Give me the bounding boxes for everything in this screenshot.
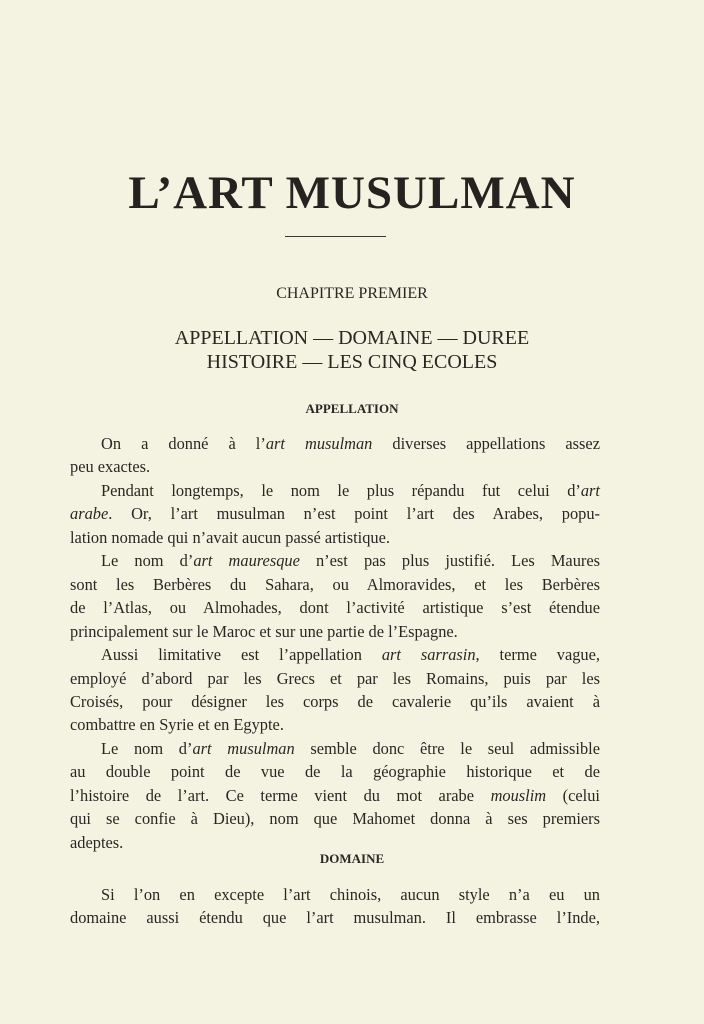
italic-term: art mauresque: [193, 551, 300, 571]
text-run: Le nom d’: [101, 551, 194, 571]
text-line: [70, 598, 600, 618]
text-line: [70, 575, 600, 595]
text-run: , terme vague,: [475, 645, 601, 665]
text-line: [70, 504, 600, 524]
text-line: [101, 645, 600, 665]
section-title-domaine: DOMAINE: [319, 851, 385, 866]
text-run: (celui: [546, 785, 600, 805]
text-line: [70, 762, 600, 782]
text-run: employé d’abord par les Grecs et par les Romains, puis par les: [70, 668, 600, 688]
text-run: peu exactes.: [70, 457, 151, 477]
text-run: combattre en Syrie et en Egypte.: [70, 715, 284, 735]
text-line: [70, 669, 600, 689]
text-run: sont les Berbères du Sahara, ou Almoravides, et les Berbères: [70, 574, 600, 594]
text-run: principalement sur le Maroc et sur une partie de l’Espagne.: [70, 621, 458, 641]
italic-term: art: [580, 480, 600, 500]
text-line: [101, 551, 600, 571]
text-run: de l’Atlas, ou Almohades, dont l’activité artistique s’est étendue: [70, 598, 600, 618]
book-title: L’ART MUSULMAN: [128, 167, 576, 219]
text-run: Le nom d’: [101, 738, 193, 758]
text-run: n’est pas plus justifié. Les Maures: [299, 551, 601, 571]
text-line: [70, 692, 600, 712]
italic-term: mouslim: [490, 785, 547, 805]
text-line: [101, 739, 600, 759]
text-line: [70, 833, 600, 853]
text-line: [70, 528, 600, 548]
text-run: qui se confie à Dieu), nom que Mahomet donna à ses premiers: [70, 809, 600, 829]
text-run: Si l’on en excepte l’art chinois, aucun style n’a eu un: [101, 885, 600, 904]
text-line: [70, 809, 600, 829]
italic-term: art musulman: [192, 738, 295, 758]
text-run: lation nomade qui n’avait aucun passé artistique.: [70, 527, 390, 547]
text-line: [70, 457, 600, 477]
text-line: [70, 786, 600, 806]
italic-term: art sarrasin: [381, 645, 476, 665]
text-run: adeptes.: [70, 832, 124, 852]
text-run: au double point de vue de la géographie historique et de: [70, 762, 600, 782]
text-run: Croisés, pour désigner les corps de cavalerie qu’ils avaient à: [70, 691, 600, 711]
text-line: [70, 908, 600, 928]
italic-term: art musulman: [265, 434, 373, 453]
text-line: [70, 622, 600, 642]
text-line: [101, 481, 600, 501]
chapter-heading-line: HISTOIRE — LES CINQ ECOLES: [206, 351, 498, 373]
text-run: l’histoire de l’art. Ce terme vient du mot arabe: [70, 785, 491, 805]
text-line: [70, 715, 600, 735]
text-run: Pendant longtemps, le nom le plus répandu fut celui d’: [101, 480, 581, 500]
chapter-label: CHAPITRE PREMIER: [276, 285, 428, 302]
text-run: diverses appellations assez: [372, 434, 600, 453]
italic-term: arabe: [70, 504, 109, 524]
section-title-appellation: APPELLATION: [305, 401, 399, 416]
text-run: Aussi limitative est l’appellation: [101, 645, 382, 665]
text-line: [101, 434, 600, 454]
title-divider: [285, 236, 386, 237]
text-run: semble donc être le seul admissible: [294, 738, 600, 758]
text-line: [101, 885, 600, 905]
chapter-heading-line: APPELLATION — DOMAINE — DUREE: [174, 327, 530, 349]
text-run: . Or, l’art musulman n’est point l’art des Arabes, popu-: [108, 504, 600, 524]
text-run: domaine aussi étendu que l’art musulman. Il embrasse l’Inde,: [70, 908, 600, 928]
text-run: On a donné à l’: [101, 434, 266, 453]
